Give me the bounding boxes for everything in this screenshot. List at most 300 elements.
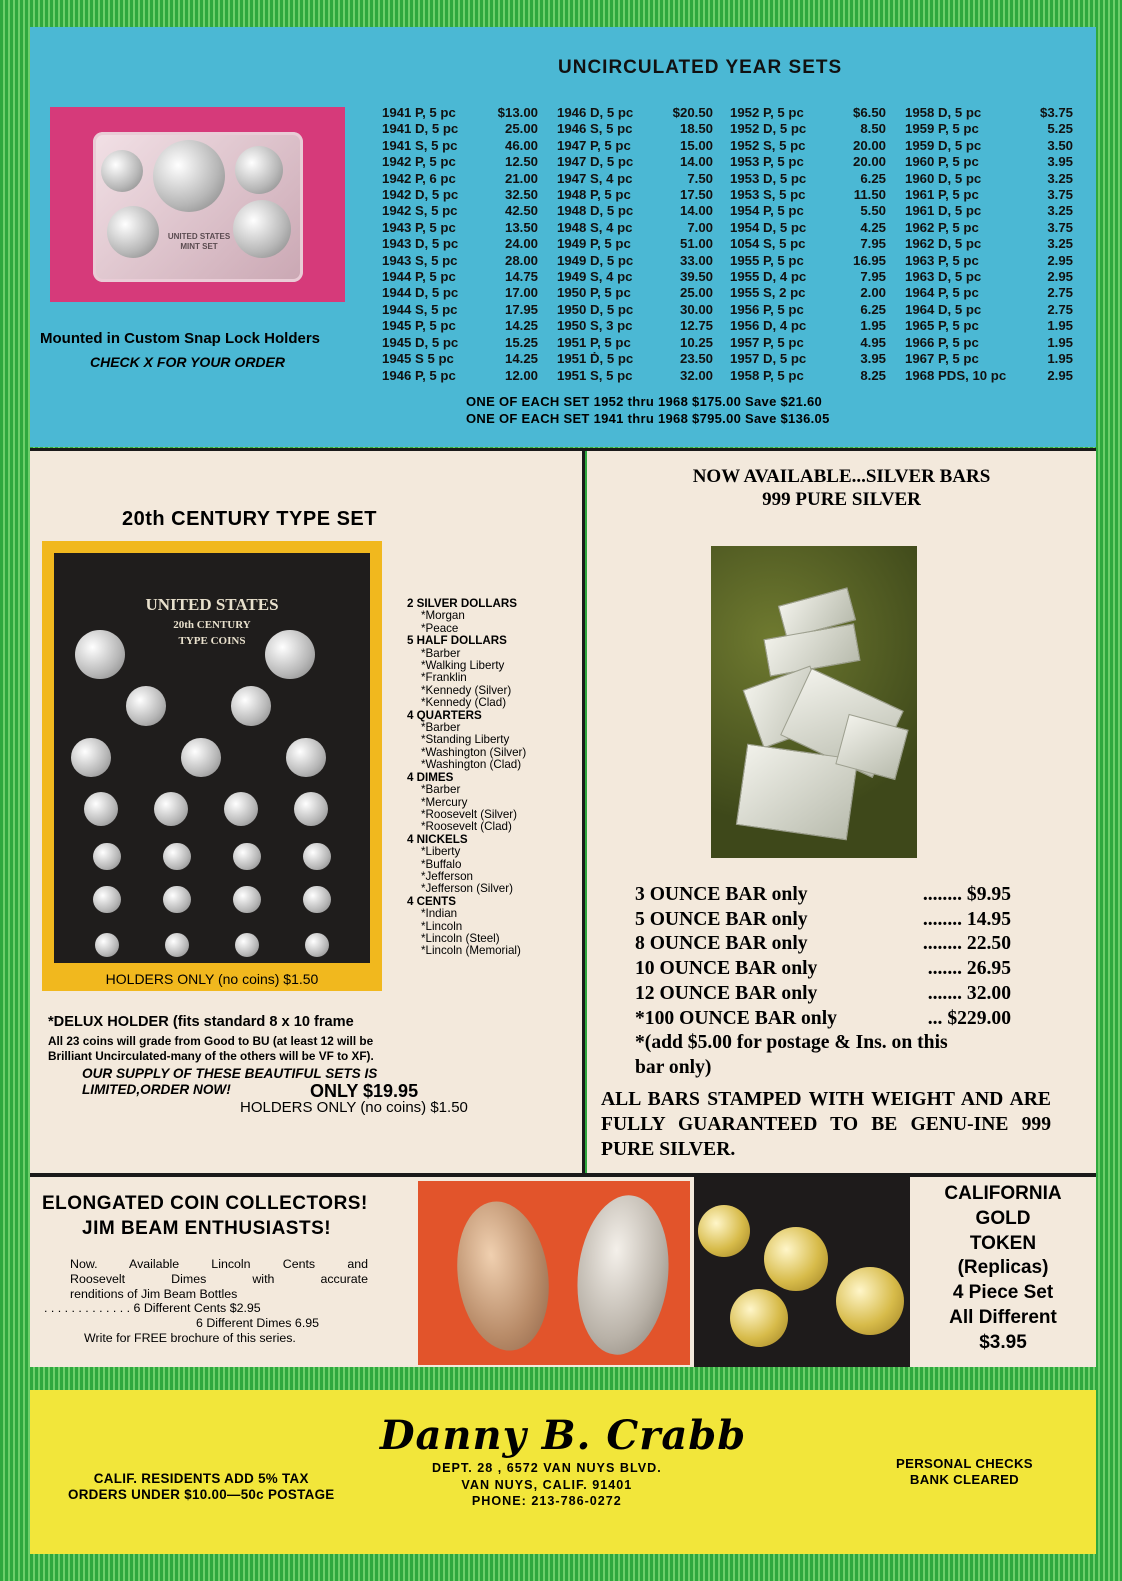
year-set-price: 21.00 [504,170,538,186]
coin-type-item: *Lincoln (Steel) [421,931,500,945]
year-set-row [730,236,886,252]
gold-line-1: CALIFORNIA [944,1183,1062,1204]
coin-type-item: *Roosevelt (Silver) [421,807,517,821]
denomination-heading: 4 NICKELS [407,832,468,846]
type-coin [265,630,315,680]
year-set-row [557,368,713,384]
year-set-row [382,285,538,301]
denomination-heading: 5 HALF DOLLARS [407,634,507,648]
year-set-name: 1950 D, 5 pc [557,301,634,317]
postage-note-line-1: *(add $5.00 for postage & Ins. on this [635,1032,948,1053]
year-set-price: 3.95 [1047,154,1073,170]
address-line-1: DEPT. 28 , 6572 VAN NUYS BLVD. [432,1461,662,1475]
divider [582,451,585,1173]
mint-set-photo [50,107,345,302]
coin-type-item: *Kennedy (Silver) [421,683,512,697]
year-set-row [730,220,886,236]
year-set-row [905,121,1073,137]
type-coin [286,738,326,778]
year-set-name: 1952 P, 5 pc [730,105,804,120]
year-set-price: 18.50 [679,121,713,137]
bottom-row-panel [30,1177,1096,1367]
year-set-row [382,351,538,367]
year-set-row [382,171,538,187]
year-set-price: 25.00 [679,285,713,301]
year-set-price: 1.95 [1047,351,1073,367]
year-set-row [382,220,538,236]
year-set-price: 20.00 [852,154,886,170]
type-coin [235,933,259,957]
type-coin [233,886,261,914]
year-set-name: 1965 P, 5 pc [905,318,979,334]
tax-line: CALIF. RESIDENTS ADD 5% TAX [93,1471,309,1486]
year-set-price: 12.50 [504,154,538,170]
year-set-row [557,171,713,187]
type-coin-board [54,553,370,963]
denomination-heading: 2 SILVER DOLLARS [407,597,517,610]
year-set-name: 1948 D, 5 pc [557,203,634,219]
year-set-price: $20.50 [672,105,713,120]
gold-line-4: (Replicas) [957,1257,1049,1279]
year-set-price: 3.75 [1047,219,1073,235]
address-line-2: VAN NUYS, CALIF. 91401 [461,1477,633,1492]
year-set-price: 32.50 [504,187,538,203]
coin-type-item: *Barber [421,721,461,735]
coin-type-item: *Kennedy (Clad) [421,696,507,710]
silver-bar-row [635,932,1011,957]
year-set-row [557,351,713,367]
year-set-price: 28.00 [504,252,538,268]
year-set-price: 14.25 [504,351,538,367]
year-set-row [557,105,713,121]
year-set-row [557,302,713,318]
delux-holder-heading: *DELUX HOLDER (fits standard 8 x 10 frame [48,1014,354,1030]
year-set-name: 1941 S, 5 pc [382,137,458,153]
year-set-name: 1953 D, 5 pc [730,170,807,186]
year-set-price: 20.00 [852,137,886,153]
gold-price: $3.95 [979,1331,1027,1353]
year-set-row [730,203,886,219]
year-set-name: 1959 P, 5 pc [905,121,979,137]
year-set-row [905,138,1073,154]
year-set-row [557,285,713,301]
year-set-price: 8.25 [860,367,886,383]
silver-bar-row [635,982,1011,1007]
year-set-name: 1946 P, 5 pc [382,367,456,383]
year-set-price: 8.50 [860,121,886,137]
year-set-price: 17.00 [504,285,538,301]
year-set-price: 3.25 [1047,170,1073,186]
silver-price-list [635,883,1011,1031]
year-set-name: 1961 P, 5 pc [905,187,979,203]
year-set-row [557,335,713,351]
year-set-name: 1957 P, 5 pc [730,334,804,350]
coin-type-item: *Roosevelt (Clad) [421,820,512,834]
year-set-price: 14.00 [679,154,713,170]
year-set-name: 1964 D, 5 pc [905,301,982,317]
coin-type-item: *Washington (Clad) [421,758,522,772]
type-coin [303,843,331,871]
year-set-row [557,318,713,334]
phone-line: PHONE: 213-786-0272 [471,1494,622,1509]
type-coin [231,686,271,726]
year-set-price: 10.25 [679,334,713,350]
type-set-photo [42,541,382,991]
type-set-price: ONLY $19.95 [310,1081,419,1101]
year-set-row [730,138,886,154]
year-set-price: $6.50 [852,105,886,120]
bank-cleared-line: BANK CLEARED [909,1472,1019,1488]
year-set-name: 1949 S, 4 pc [557,269,633,285]
type-coin [165,933,189,957]
year-set-price: 51.00 [679,236,713,252]
coin-type-item: *Indian [421,907,458,921]
year-set-name: 1054 S, 5 pc [730,236,806,252]
year-set-price: 3.95 [860,351,886,367]
year-set-price: 3.25 [1047,203,1073,219]
year-set-row [557,203,713,219]
elongated-coins-photo [418,1181,690,1365]
coin-type-item: *Standing Liberty [421,733,510,747]
year-set-row [905,335,1073,351]
silver-bar-row [635,883,1011,908]
board-subtitle: 20th CENTURY [173,619,251,631]
year-set-price: $13.00 [497,105,538,120]
year-set-name: 1959 D, 5 pc [905,137,982,153]
year-set-price: 1.95 [1047,334,1073,350]
year-set-name: 1954 P, 5 pc [730,203,804,219]
type-set-title: 20th CENTURY TYPE SET [122,508,377,530]
coin-type-item: *Franklin [421,671,467,685]
year-set-price: 4.95 [860,334,886,350]
year-set-name: 1941 P, 5 pc [382,105,456,120]
year-set-price: 46.00 [504,137,538,153]
board-title: UNITED STATES [145,595,279,614]
year-sets-column-4 [905,105,1073,384]
delux-description [48,1034,548,1064]
holders-only-price: HOLDERS ONLY (no coins) $1.50 [240,1099,468,1116]
year-set-price: 2.75 [1047,285,1073,301]
year-set-price: 14.25 [504,318,538,334]
silver-bar-label: 8 OUNCE BAR only [635,933,808,955]
holder-caption: Mounted in Custom Snap Lock Holders [40,330,321,347]
year-set-row [730,302,886,318]
year-set-row [905,368,1073,384]
year-set-price: 2.75 [1047,301,1073,317]
type-coin [233,843,261,871]
year-set-name: 1951 Ḋ, 5 pc [557,351,634,367]
year-set-row [730,368,886,384]
year-set-name: 1960 P, 5 pc [905,154,979,170]
year-set-name: 1950 P, 5 pc [557,285,631,301]
year-set-price: 15.25 [504,334,538,350]
year-set-price: 12.00 [504,367,538,383]
year-set-name: 1962 D, 5 pc [905,236,982,252]
elongated-title [42,1191,368,1241]
type-coin [84,792,118,826]
silver-bars-panel [587,451,1096,1173]
denomination-heading: 4 DIMES [407,770,454,784]
year-set-name: 1963 D, 5 pc [905,269,982,285]
year-set-row [730,121,886,137]
holder-label: UNITED STATES MINT SET [167,232,231,251]
year-set-row [905,187,1073,203]
year-set-row [557,121,713,137]
year-sets-column-1 [382,105,538,384]
year-set-name: 1942 P, 6 pc [382,170,456,186]
year-set-name: 1945 D, 5 pc [382,334,459,350]
year-set-price: 2.00 [860,285,886,301]
year-set-row [730,269,886,285]
year-set-price: 2.95 [1047,252,1073,268]
year-set-name: 1942 S, 5 pc [382,203,458,219]
checks-line: PERSONAL CHECKS [896,1456,1033,1471]
offer-1941-1968: ONE OF EACH SET 1941 thru 1968 $795.00 Save $136.05 [466,411,830,426]
year-set-price: $3.75 [1039,105,1073,120]
year-set-name: 1968 PDS, 10 pc [905,367,1007,383]
year-set-price: 15.00 [679,137,713,153]
year-set-price: 14.00 [679,203,713,219]
year-set-name: 1941 D, 5 pc [382,121,459,137]
year-set-price: 3.50 [1047,137,1073,153]
year-set-row [382,138,538,154]
supply-line-2: LIMITED,ORDER NOW! [82,1082,231,1097]
year-set-row [730,154,886,170]
payment-note [896,1456,1033,1489]
year-set-row [905,236,1073,252]
silver-bar-label: 5 OUNCE BAR only [635,908,808,930]
delux-line-1: All 23 coins will grade from Good to BU (at least 12 will be [48,1034,374,1048]
holders-only-photo-caption: HOLDERS ONLY (no coins) $1.50 [105,971,319,987]
year-set-row [557,269,713,285]
check-x-caption: CHECK X FOR YOUR ORDER [90,354,285,370]
year-set-row [905,253,1073,269]
year-set-name: 1949 P, 5 pc [557,236,631,252]
coin-type-item: *Peace [421,621,459,635]
year-set-row [905,285,1073,301]
year-set-name: 1945 S 5 pc [382,351,454,367]
type-coin [163,886,191,914]
year-set-name: 1960 D, 5 pc [905,170,982,186]
year-set-row [905,318,1073,334]
elongated-body-1: Now. Available Lincoln Cents and [70,1257,368,1271]
divider [30,1173,1096,1177]
elongated-title-line-2: JIM BEAM ENTHUSIASTS! [82,1218,332,1239]
silver-title-line-1: NOW AVAILABLE...SILVER BARS [692,466,991,487]
silver-bar-row [635,1007,1011,1032]
year-set-row [905,171,1073,187]
year-set-name: 1942 D, 5 pc [382,187,459,203]
year-set-price: 5.50 [860,203,886,219]
year-set-name: 1944 S, 5 pc [382,301,458,317]
year-set-row [730,318,886,334]
silver-bar-label: 12 OUNCE BAR only [635,982,818,1004]
type-coin [303,886,331,914]
elongated-body-2: Roosevelt Dimes with accurate [70,1271,368,1286]
silver-bar-price: ....... 32.00 [927,982,1011,1004]
postage-note-line-2: bar only) [635,1056,712,1078]
year-set-name: 1952 D, 5 pc [730,121,807,137]
year-set-name: 1967 P, 5 pc [905,351,979,367]
year-set-name: 1947 P, 5 pc [557,137,631,153]
silver-title [587,465,1096,511]
year-set-price: 1.95 [1047,318,1073,334]
year-set-name: 1943 S, 5 pc [382,252,458,268]
year-set-row [382,269,538,285]
type-coin [126,686,166,726]
silver-title-line-2: 999 PURE SILVER [762,489,921,510]
silver-bars-photo [711,546,917,858]
year-set-price: 12.75 [679,318,713,334]
type-coin [93,886,121,914]
coin-type-item: *Morgan [421,609,465,623]
year-set-name: 1953 S, 5 pc [730,187,806,203]
gold-tokens-photo [694,1175,910,1367]
coin-type-item: *Jefferson [421,869,473,883]
type-coin [93,843,121,871]
type-coin [224,792,258,826]
year-set-price: 5.25 [1047,121,1073,137]
year-set-price: 2.95 [1047,269,1073,285]
year-set-price: 32.00 [679,367,713,383]
postage-note [635,1031,948,1080]
silver-bar-price: ........ 14.95 [922,908,1011,930]
year-set-name: 1957 D, 5 pc [730,351,807,367]
year-set-name: 1947 S, 4 pc [557,170,633,186]
type-coin [305,933,329,957]
silver-bar-row [635,908,1011,933]
footer-panel [30,1390,1096,1554]
year-set-row [382,253,538,269]
year-set-name: 1955 D, 4 pc [730,269,807,285]
elongated-dimes-price: 6 Different Dimes 6.95 [196,1316,320,1331]
year-set-name: 1945 P, 5 pc [382,318,456,334]
year-set-name: 1955 S, 2 pc [730,285,806,301]
postage-line: ORDERS UNDER $10.00—50c POSTAGE [68,1487,335,1503]
type-set-panel [30,451,582,1173]
year-set-price: 17.95 [504,301,538,317]
year-set-price: 3.75 [1047,187,1073,203]
year-set-row [382,121,538,137]
type-coin [95,933,119,957]
year-set-row [382,302,538,318]
year-set-name: 1943 D, 5 pc [382,236,459,252]
year-set-price: 4.25 [860,219,886,235]
year-set-row [382,318,538,334]
year-set-price: 30.00 [679,301,713,317]
year-set-name: 1952 S, 5 pc [730,137,806,153]
year-sets-title: UNCIRCULATED YEAR SETS [558,57,843,78]
year-set-price: 7.95 [860,269,886,285]
year-set-name: 1946 S, 5 pc [557,121,633,137]
address [432,1460,662,1510]
gold-line-6: All Different [949,1306,1057,1328]
year-set-row [382,154,538,170]
silver-bar-label: 10 OUNCE BAR only [635,958,818,980]
year-set-price: 6.25 [860,170,886,186]
year-set-row [557,236,713,252]
gold-line-3: TOKEN [969,1232,1037,1254]
silver-bar-price: ........ $9.95 [922,884,1011,905]
year-set-price: 17.50 [679,187,713,203]
year-set-row [905,220,1073,236]
year-set-name: 1955 P, 5 pc [730,252,804,268]
coin-type-item: *Buffalo [421,857,462,871]
year-set-price: 6.25 [860,301,886,317]
gold-line-2: GOLD [975,1207,1031,1229]
year-set-row [382,187,538,203]
gold-line-5: 4 Piece Set [952,1282,1054,1304]
year-set-price: 1.95 [860,318,886,334]
year-set-row [905,203,1073,219]
year-set-price: 7.50 [687,170,713,186]
year-set-row [730,171,886,187]
year-set-name: 1953 P, 5 pc [730,154,804,170]
snap-lock-holder [93,132,303,282]
year-set-name: 1956 D, 4 pc [730,318,807,334]
year-set-name: 1954 D, 5 pc [730,219,807,235]
year-set-name: 1950 S, 3 pc [557,318,633,334]
coin-type-item: *Barber [421,646,461,660]
silver-bar-label: 3 OUNCE BAR only [635,884,808,905]
year-set-row [905,302,1073,318]
year-set-row [382,203,538,219]
year-set-row [905,105,1073,121]
silver-bar-price: ... $229.00 [927,1007,1011,1029]
year-set-name: 1958 P, 5 pc [730,367,804,383]
year-set-name: 1946 D, 5 pc [557,105,634,120]
year-sets-column-3 [730,105,886,384]
year-set-row [905,154,1073,170]
denomination-heading: 4 CENTS [407,894,456,908]
coin-type-item: *Barber [421,783,461,797]
year-set-row [730,105,886,121]
coin-type-item: *Lincoln (Memorial) [421,944,521,958]
type-coin [163,843,191,871]
type-coin [71,738,111,778]
silver-bar-label: *100 OUNCE BAR only [635,1007,837,1029]
year-set-name: 1961 D, 5 pc [905,203,982,219]
supply-line-1: OUR SUPPLY OF THESE BEAUTIFUL SETS IS [82,1066,378,1081]
year-set-price: 33.00 [679,252,713,268]
offer-1952-1968: ONE OF EACH SET 1952 thru 1968 $175.00 Save $21.60 [466,394,823,409]
year-set-row [382,105,538,121]
silver-bar-row [635,957,1011,982]
signature: Danny B. Crabb [379,1412,747,1459]
year-set-price: 39.50 [679,269,713,285]
year-set-row [382,368,538,384]
year-set-name: 1951 P, 5 pc [557,334,631,350]
gold-token-text [910,1182,1096,1356]
coin-type-item: *Liberty [421,845,461,859]
elongated-cents-price: . . . . . . . . . . . . . 6 Different Cents $2.95 [44,1301,261,1316]
year-set-row [730,253,886,269]
year-set-row [730,285,886,301]
year-sets-column-2 [557,105,713,384]
type-set-coin-list [407,598,526,958]
year-set-row [557,138,713,154]
year-set-price: 2.95 [1047,367,1073,383]
silver-bar-price: ....... 26.95 [927,958,1011,980]
year-set-row [557,253,713,269]
year-set-name: 1966 P, 5 pc [905,334,979,350]
elongated-title-line-1: ELONGATED COIN COLLECTORS! [42,1193,368,1214]
type-coin [154,792,188,826]
year-set-price: 3.25 [1047,236,1073,252]
coin-type-item: *Walking Liberty [421,659,505,673]
year-set-price: 42.50 [504,203,538,219]
year-set-name: 1943 P, 5 pc [382,219,456,235]
